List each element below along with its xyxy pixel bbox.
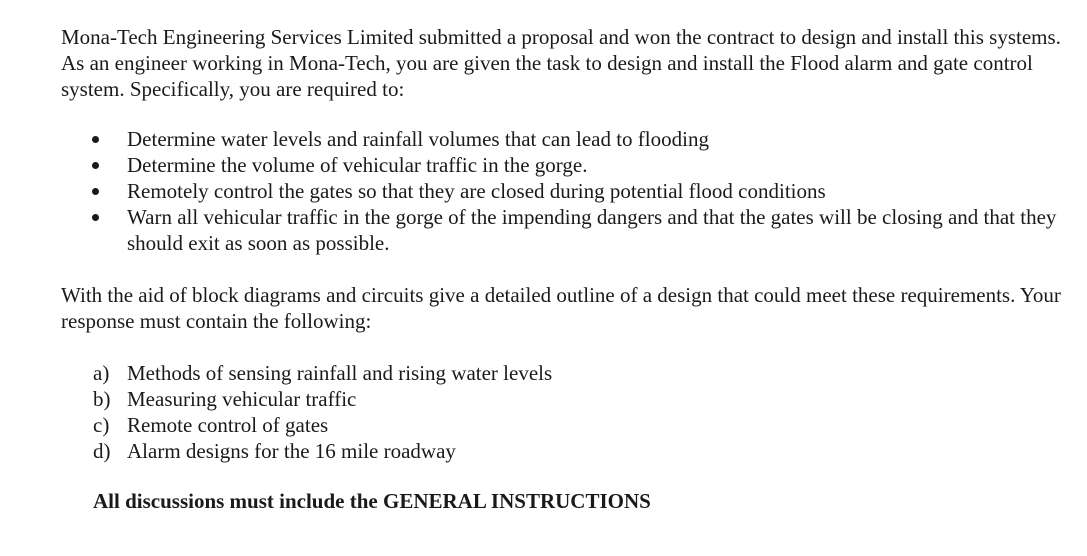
list-item <box>61 178 1061 204</box>
task-text: Warn all vehicular traffic in the gorge of the impending dangers and that the gates will be closing and that they should exit as soon as possible. <box>127 205 1057 255</box>
intro-paragraph: Mona-Tech Engineering Services Limited submitted a proposal and won the contract to design and install this systems. As an engineer working in Mona-Tech, you are given the task to design and install the Flood alarm and gate control system. Specifically, you are required to: <box>61 25 1061 101</box>
item-letter: c) <box>93 413 110 437</box>
requirement-text: Measuring vehicular traffic <box>127 387 357 411</box>
list-item <box>61 386 1061 412</box>
requirement-text: Remote control of gates <box>127 413 329 437</box>
list-item <box>61 126 1061 152</box>
task-list <box>61 126 1061 256</box>
bullet-icon <box>92 162 99 169</box>
bullet-icon <box>92 136 99 143</box>
document-page <box>61 24 1061 514</box>
list-item <box>61 204 1061 256</box>
item-letter: a) <box>93 361 110 385</box>
outline-paragraph: With the aid of block diagrams and circuits give a detailed outline of a design that could meet these requirements. Your response must contain the following: <box>61 283 1061 333</box>
general-instructions-note: All discussions must include the GENERAL INSTRUCTIONS <box>93 489 651 513</box>
requirement-text: Methods of sensing rainfall and rising water levels <box>127 361 553 385</box>
task-text: Determine water levels and rainfall volumes that can lead to flooding <box>127 127 709 151</box>
list-item <box>61 152 1061 178</box>
bullet-icon <box>92 188 99 195</box>
requirements-list <box>61 360 1061 464</box>
list-item <box>61 412 1061 438</box>
item-letter: b) <box>93 387 111 411</box>
task-text: Remotely control the gates so that they are closed during potential flood conditions <box>127 179 826 203</box>
bullet-icon <box>92 214 99 221</box>
list-item <box>61 438 1061 464</box>
task-text: Determine the volume of vehicular traffic in the gorge. <box>127 153 588 177</box>
requirement-text: Alarm designs for the 16 mile roadway <box>127 439 456 463</box>
item-letter: d) <box>93 439 111 463</box>
list-item <box>61 360 1061 386</box>
